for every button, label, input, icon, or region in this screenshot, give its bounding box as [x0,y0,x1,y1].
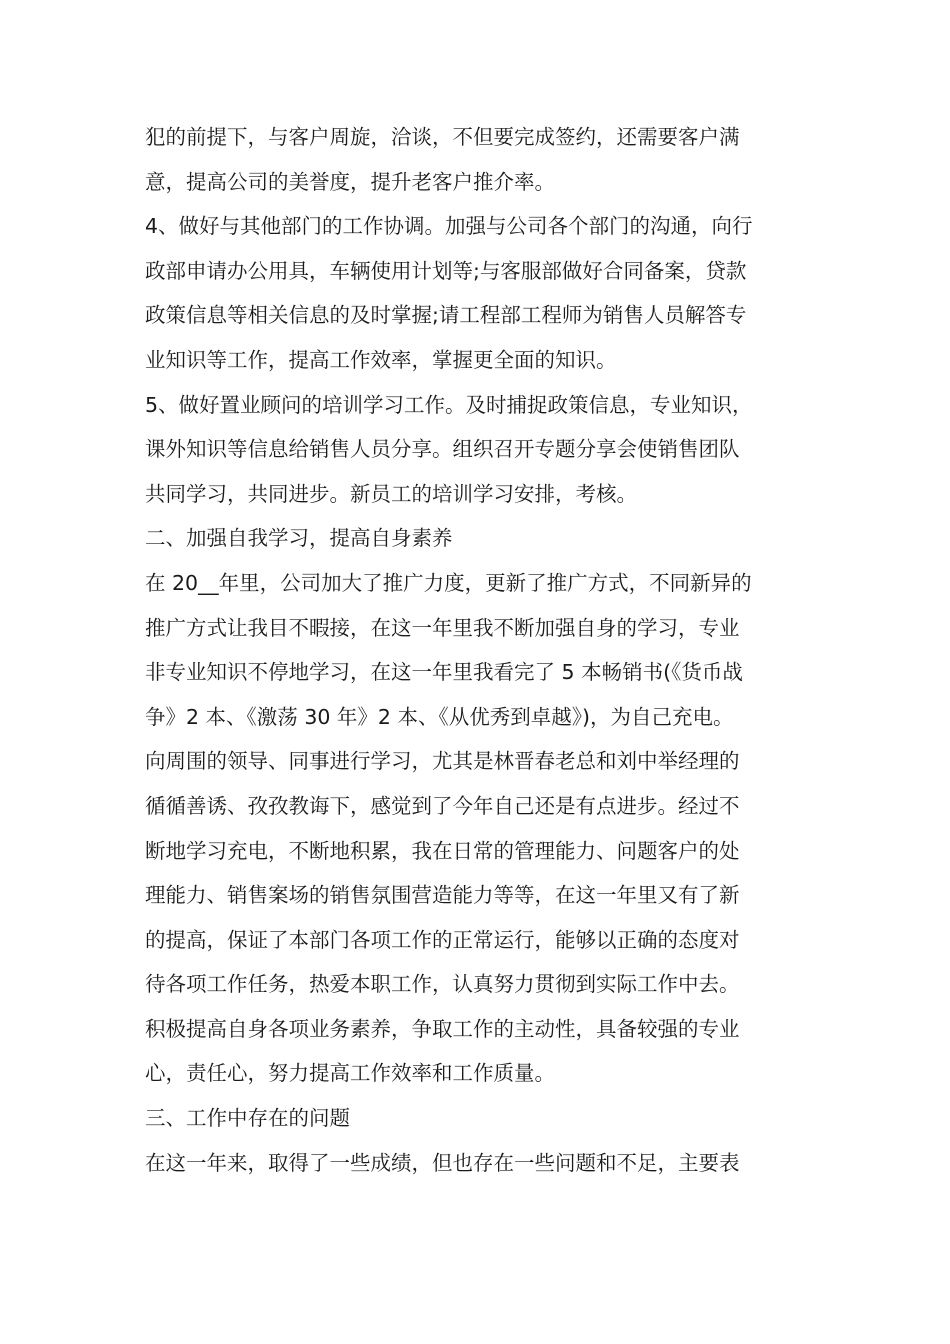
text-line: 心，责任心，努力提高工作效率和工作质量。 [145,1061,555,1086]
list-item-4: 4、做好与其他部门的工作协调。加强与公司各个部门的沟通，向行 [145,214,753,239]
text-line: 业知识等工作，提高工作效率，掌握更全面的知识。 [145,347,617,372]
text-line: 争》2 本、《激荡 30 年》2 本、《从优秀到卓越》)，为自己充电。 [145,704,734,729]
text-line: 课外知识等信息给销售人员分享。组织召开专题分享会使销售团队 [145,437,740,462]
text-line: 在 20__年里，公司加大了推广力度，更新了推广方式，不同新异的 [145,570,752,595]
text-line: 理能力、销售案场的销售氛围营造能力等等，在这一年里又有了新 [145,883,740,908]
text-line: 待各项工作任务，热爱本职工作，认真努力贯彻到实际工作中去。 [145,972,740,997]
text-line: 意，提高公司的美誉度，提升老客户推介率。 [145,169,555,194]
text-line: 共同学习，共同进步。新员工的培训学习安排，考核。 [145,481,637,506]
text-line: 积极提高自身各项业务素养，争取工作的主动性，具备较强的专业 [145,1016,740,1041]
text-line: 断地学习充电，不断地积累，我在日常的管理能力、问题客户的处 [145,838,740,863]
text-line: 循循善诱、孜孜教诲下，感觉到了今年自己还是有点进步。经过不 [145,793,740,818]
text-line: 政部申请办公用具，车辆使用计划等;与客服部做好合同备案，贷款 [145,258,747,283]
text-line: 非专业知识不停地学习，在这一年里我看完了 5 本畅销书(《货币战 [145,660,743,685]
text-line: 犯的前提下，与客户周旋，洽谈，不但要完成签约，还需要客户满 [145,125,740,149]
text-line: 在这一年来，取得了一些成绩，但也存在一些问题和不足，主要表 [145,1150,740,1175]
text-line: 的提高，保证了本部门各项工作的正常运行，能够以正确的态度对 [145,927,740,952]
text-line: 推广方式让我目不暇接，在这一年里我不断加强自身的学习，专业 [145,615,740,640]
list-item-5: 5、做好置业顾问的培训学习工作。及时捕捉政策信息，专业知识， [145,392,753,417]
section-heading-3: 三、工作中存在的问题 [145,1106,350,1131]
text-line: 政策信息等相关信息的及时掌握;请工程部工程师为销售人员解答专 [145,303,747,328]
text-line: 向周围的领导、同事进行学习，尤其是林晋春老总和刘中举经理的 [145,749,740,774]
section-heading-2: 二、加强自我学习，提高自身素养 [145,526,453,551]
document-body [145,115,810,1185]
